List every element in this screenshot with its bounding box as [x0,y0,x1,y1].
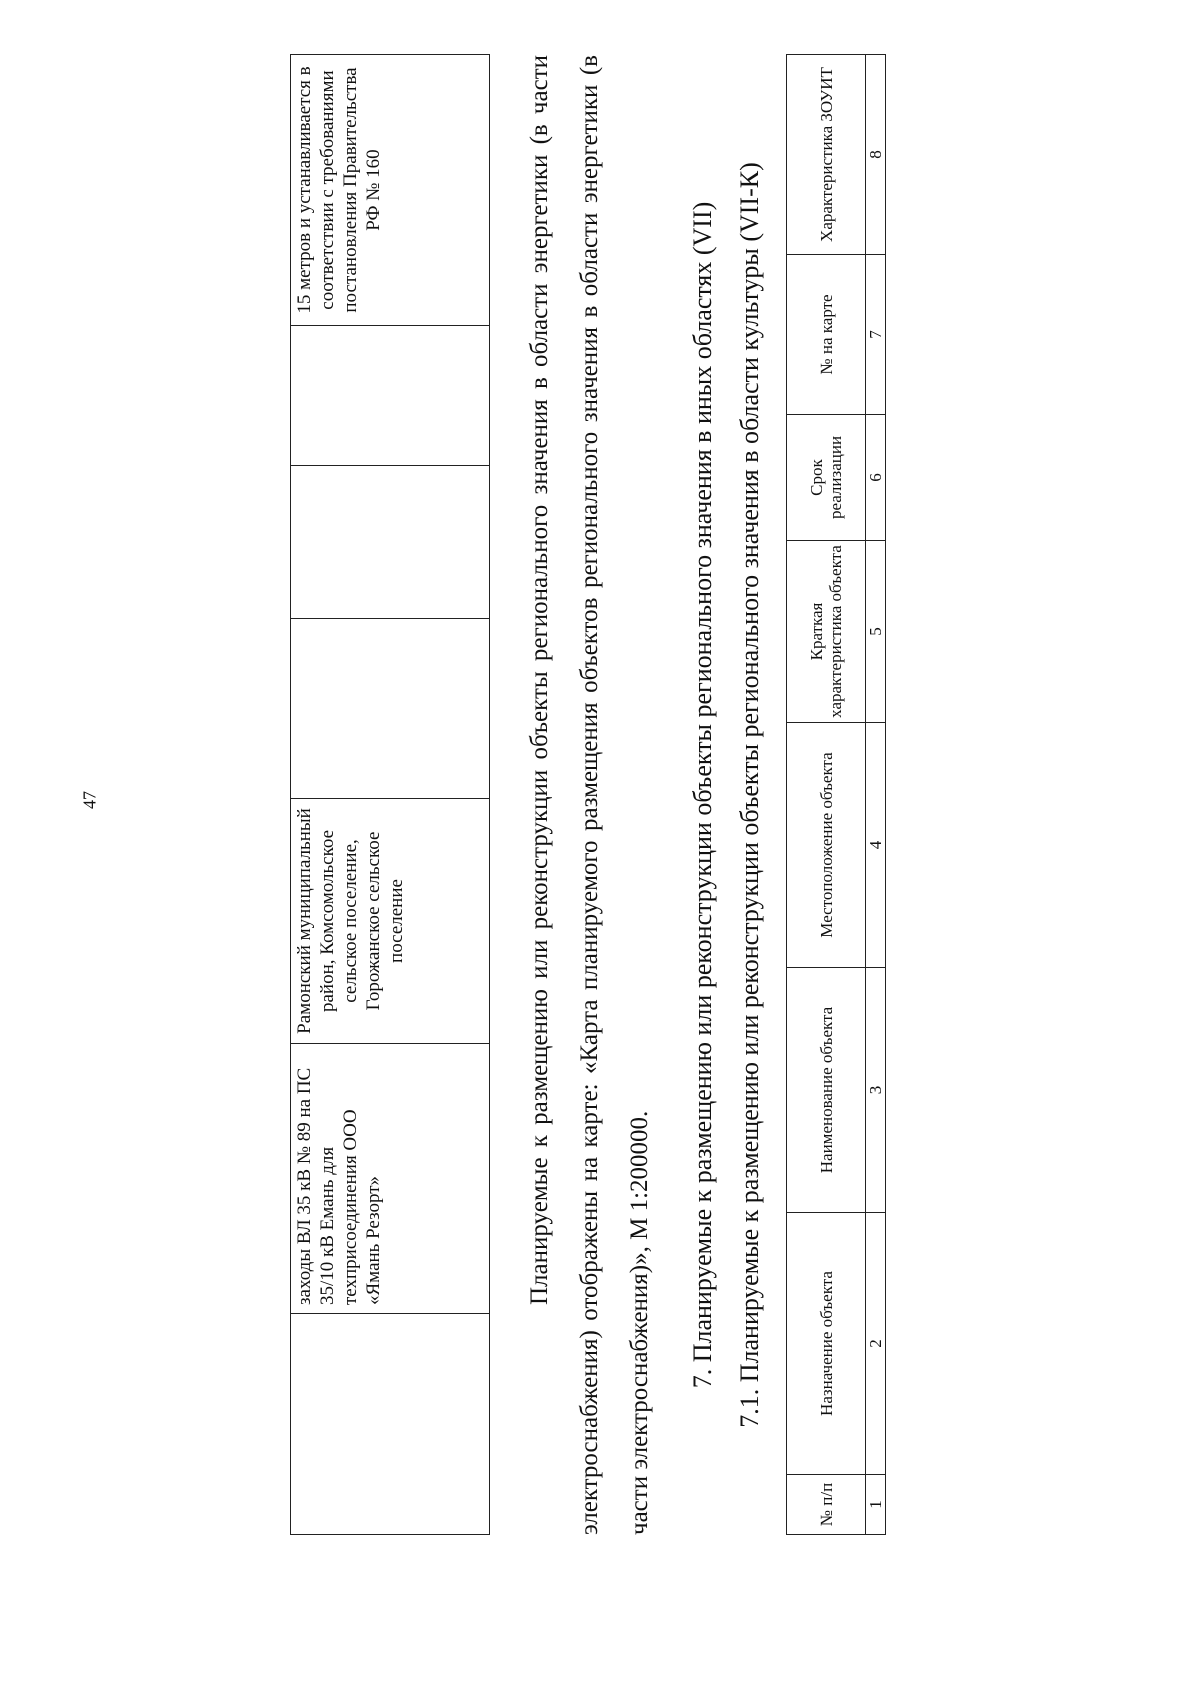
column-number: 8 [866,55,886,255]
column-number: 4 [866,723,886,968]
header-cell: Наименование объекта [787,968,866,1213]
table-cell [291,326,490,466]
paragraph-text: Планируемые к размещению или реконструкции объекты регионального значения в области энергетики (в части электроснабжения) отображены на карте: «Карта планируемого размещения объектов регионального значения в области энергетики (в части электроснабжения)», М 1:200000. [526,55,653,1535]
page-number: 47 [79,791,100,809]
header-cell: Местоположение объекта [787,723,866,968]
section-heading-7: 7. Планируемые к размещению или реконструкции объекты регионального значения в иных областях (VII) [688,201,717,1389]
section-heading-7-1: 7.1. Планируемые к размещению или реконструкции объекты регионального значения в области культуры (VII-К) [735,162,764,1428]
header-cell: Краткая характеристика объекта [787,541,866,723]
energy-paragraph [515,55,665,1535]
column-number: 1 [866,1475,886,1535]
header-cell: Характеристика ЗОУИТ [787,55,866,255]
column-number: 2 [866,1213,886,1475]
column-number: 6 [866,415,886,541]
table-row [291,55,490,1535]
table-cell [291,1314,490,1535]
header-cell: № на карте [787,255,866,415]
rotated-content [290,55,910,1535]
header-cell: № п/п [787,1475,866,1535]
table-header-row [787,55,866,1535]
column-number-row [866,55,886,1535]
energy-objects-table-fragment [290,54,490,1535]
table-cell [291,619,490,799]
culture-objects-table [786,54,886,1535]
column-number: 5 [866,541,886,723]
table-cell [291,466,490,619]
table-cell: Рамонский муниципальный район, Комсомольское сельское поселение, Горожанское сельское поселение [291,799,490,1044]
table-cell: 15 метров и устанавливается в соответствии с требованиями постановления Правительства РФ № 160 [291,55,490,326]
column-number: 7 [866,255,886,415]
header-cell: Срок реализации [787,415,866,541]
column-number: 3 [866,968,886,1213]
header-cell: Назначение объекта [787,1213,866,1475]
table-cell: заходы ВЛ 35 кВ № 89 на ПС 35/10 кВ Емань для техприсоединения ООО «Ямань Резорт» [291,1044,490,1314]
